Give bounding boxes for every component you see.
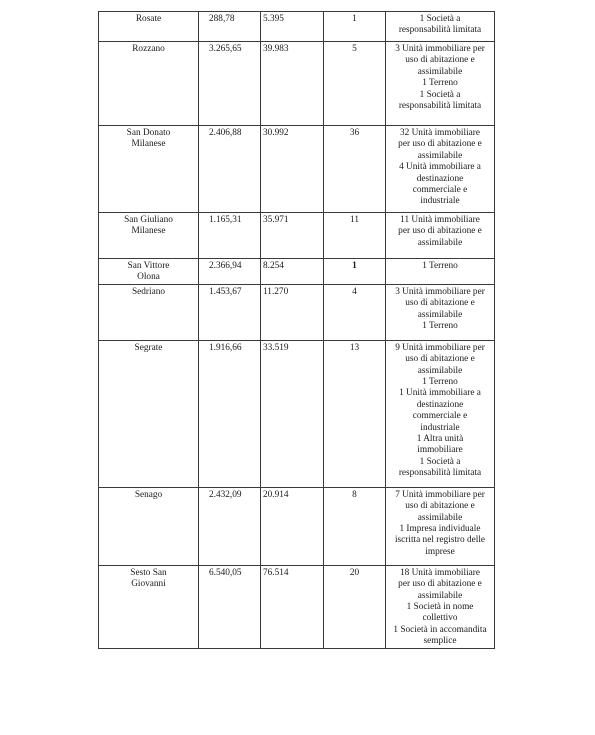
table-row (99, 284, 495, 340)
description-cell-line: 9 Unità immobiliare per (395, 342, 485, 353)
description-cell-line: collettivo (422, 613, 458, 624)
description-cell-line: 3 Unità immobiliare per (395, 286, 485, 297)
count-cell (324, 42, 386, 126)
description-cell-line: destinazione (416, 173, 464, 184)
popolazione-cell-value: 5.395 (263, 14, 284, 24)
description-cell-line: responsabilità limitata (398, 25, 482, 36)
popolazione-cell (261, 284, 324, 340)
description-cell-line: 7 Unità immobiliare per (395, 489, 485, 500)
popolazione-cell (261, 42, 324, 126)
comune-cell (99, 565, 199, 648)
description-cell-line: 4 Unità immobiliare a (399, 162, 481, 173)
count-cell-value: 11 (350, 215, 359, 225)
comune-cell (99, 213, 199, 259)
description-cell-line: 1 Terreno (422, 377, 458, 388)
comune-cell-line: San Donato (126, 128, 171, 138)
superficie-cell (199, 487, 261, 565)
description-cell-line: responsabilità limitata (398, 101, 482, 112)
superficie-cell (199, 284, 261, 340)
description-cell-line: responsabilità limitata (398, 468, 482, 479)
count-cell (324, 126, 386, 213)
description-cell-line: 1 Società in nome (406, 602, 474, 613)
description-cell (386, 487, 495, 565)
popolazione-cell-value: 33.519 (263, 342, 289, 353)
description-cell (386, 259, 495, 285)
table-row (99, 213, 495, 259)
table-row (99, 126, 495, 213)
description-cell-line: assimilabile (417, 66, 463, 77)
comune-cell-line: Rozzano (132, 44, 165, 54)
superficie-cell (199, 42, 261, 126)
description-cell-line: 1 Unità immobiliare a (399, 388, 481, 399)
count-cell-value: 13 (349, 342, 360, 353)
superficie-cell (199, 12, 261, 42)
count-cell (324, 213, 386, 259)
popolazione-cell-value: 30.992 (263, 128, 289, 138)
description-cell-line: 32 Unità immobiliare (399, 128, 481, 138)
superficie-cell-value: 1.165,31 (209, 215, 242, 225)
comune-cell-line: Senago (134, 489, 163, 500)
description-cell-line: destinazione (416, 399, 464, 410)
count-cell (324, 487, 386, 565)
table-row (99, 12, 495, 42)
description-cell-line: assimilabile (417, 512, 463, 523)
description-cell-line: imprese (425, 546, 455, 557)
description-cell-line: assimilabile (417, 365, 463, 376)
description-cell-line: uso di abitazione e (405, 298, 475, 309)
superficie-cell (199, 213, 261, 259)
popolazione-cell-value: 8.254 (263, 261, 284, 271)
description-cell-line: assimilabile (417, 150, 463, 161)
superficie-cell-value: 2.366,94 (209, 261, 242, 271)
superficie-cell (199, 126, 261, 213)
description-cell-line: immobiliare (417, 445, 463, 456)
superficie-cell-value: 288,78 (209, 14, 235, 24)
popolazione-cell (261, 340, 324, 487)
description-cell-line: 1 Altra unità (416, 434, 464, 445)
table-body (99, 12, 495, 649)
count-cell-value: 1 (352, 261, 357, 271)
comune-cell (99, 42, 199, 126)
description-cell-line: 3 Unità immobiliare per (395, 44, 485, 54)
superficie-cell (199, 340, 261, 487)
table-row (99, 259, 495, 285)
description-cell-line: assimilabile (417, 309, 463, 320)
description-cell-line: 1 Terreno (422, 321, 458, 332)
comune-cell-line: Segrate (134, 342, 163, 353)
comune-cell-line: San Giuliano (124, 215, 173, 225)
description-cell-line: industriale (420, 422, 460, 433)
popolazione-cell-value: 76.514 (263, 567, 289, 578)
count-cell-value: 1 (352, 14, 357, 24)
count-cell-value: 8 (352, 489, 357, 500)
popolazione-cell (261, 565, 324, 648)
count-cell (324, 284, 386, 340)
popolazione-cell (261, 213, 324, 259)
superficie-cell-value: 2.406,88 (209, 128, 242, 138)
description-cell (386, 565, 495, 648)
description-cell-line: 1 Società a (419, 14, 461, 24)
description-cell-line: commerciale e (412, 411, 468, 422)
count-cell-value: 36 (349, 128, 360, 138)
comune-cell-line: Giovanni (131, 579, 166, 590)
count-cell-value: 4 (352, 286, 357, 297)
count-cell-value: 20 (349, 567, 360, 578)
table-row (99, 487, 495, 565)
superficie-cell (199, 565, 261, 648)
count-cell (324, 340, 386, 487)
comune-cell-line: San Vittore (127, 261, 170, 271)
description-cell (386, 213, 495, 259)
description-cell-line: assimilabile (417, 590, 463, 601)
superficie-cell-value: 1.916,66 (209, 342, 242, 353)
superficie-cell-value: 6.540,05 (209, 567, 242, 578)
count-cell (324, 565, 386, 648)
description-cell (386, 126, 495, 213)
comune-cell-line: Milanese (131, 226, 166, 237)
popolazione-cell (261, 487, 324, 565)
description-cell-line: 1 Società a (419, 456, 461, 467)
table-row (99, 565, 495, 648)
comune-cell (99, 340, 199, 487)
description-cell-line: uso di abitazione e (405, 354, 475, 365)
comune-cell-line: Sedriano (131, 286, 166, 297)
description-cell-line: semplice (423, 636, 457, 647)
popolazione-cell-value: 35.971 (263, 215, 289, 225)
popolazione-cell-value: 39.983 (263, 44, 289, 54)
comune-cell-line: Sesto San (130, 567, 167, 578)
comune-cell (99, 126, 199, 213)
table-row (99, 340, 495, 487)
comune-cell (99, 284, 199, 340)
comune-cell (99, 487, 199, 565)
superficie-cell-value: 1.453,67 (209, 286, 242, 297)
description-cell-line: 1 Terreno (422, 261, 458, 271)
comune-cell-line: Olona (137, 272, 160, 283)
description-cell-line: uso di abitazione e (405, 55, 475, 66)
description-cell-line: 1 Società in accomandita (393, 624, 487, 635)
popolazione-cell-value: 20.914 (263, 489, 289, 500)
count-cell (324, 12, 386, 42)
description-cell-line: uso di abitazione e (405, 501, 475, 512)
comune-cell (99, 259, 199, 285)
comune-cell-line: Rosate (135, 14, 162, 24)
superficie-cell (199, 259, 261, 285)
description-cell-line: assimilabile (417, 237, 463, 248)
description-cell-line: per uso di abitazione e (398, 139, 482, 150)
table-row (99, 42, 495, 126)
count-cell-value: 5 (352, 44, 357, 54)
superficie-cell-value: 3.265,65 (209, 44, 242, 54)
popolazione-cell-value: 11.270 (263, 286, 289, 297)
description-cell-line: iscritta nel registro delle (394, 535, 486, 546)
description-cell (386, 340, 495, 487)
description-cell-line: 18 Unità immobiliare (399, 567, 481, 578)
description-cell-line: commerciale e (412, 185, 468, 196)
description-cell (386, 284, 495, 340)
comune-cell-line: Milanese (131, 139, 166, 150)
comune-cell (99, 12, 199, 42)
description-cell-line: 11 Unità immobiliare (400, 215, 480, 225)
description-cell-line: 1 Società a (419, 89, 461, 100)
count-cell (324, 259, 386, 285)
superficie-cell-value: 2.432,09 (209, 489, 242, 500)
description-cell-line: industriale (420, 196, 460, 207)
properties-table (98, 11, 495, 649)
description-cell-line: 1 Terreno (422, 78, 458, 89)
popolazione-cell (261, 259, 324, 285)
popolazione-cell (261, 12, 324, 42)
description-cell-line: per uso di abitazione e (398, 226, 482, 237)
popolazione-cell (261, 126, 324, 213)
description-cell-line: 1 Impresa individuale (399, 524, 481, 535)
description-cell (386, 12, 495, 42)
description-cell (386, 42, 495, 126)
description-cell-line: per uso di abitazione e (398, 579, 482, 590)
